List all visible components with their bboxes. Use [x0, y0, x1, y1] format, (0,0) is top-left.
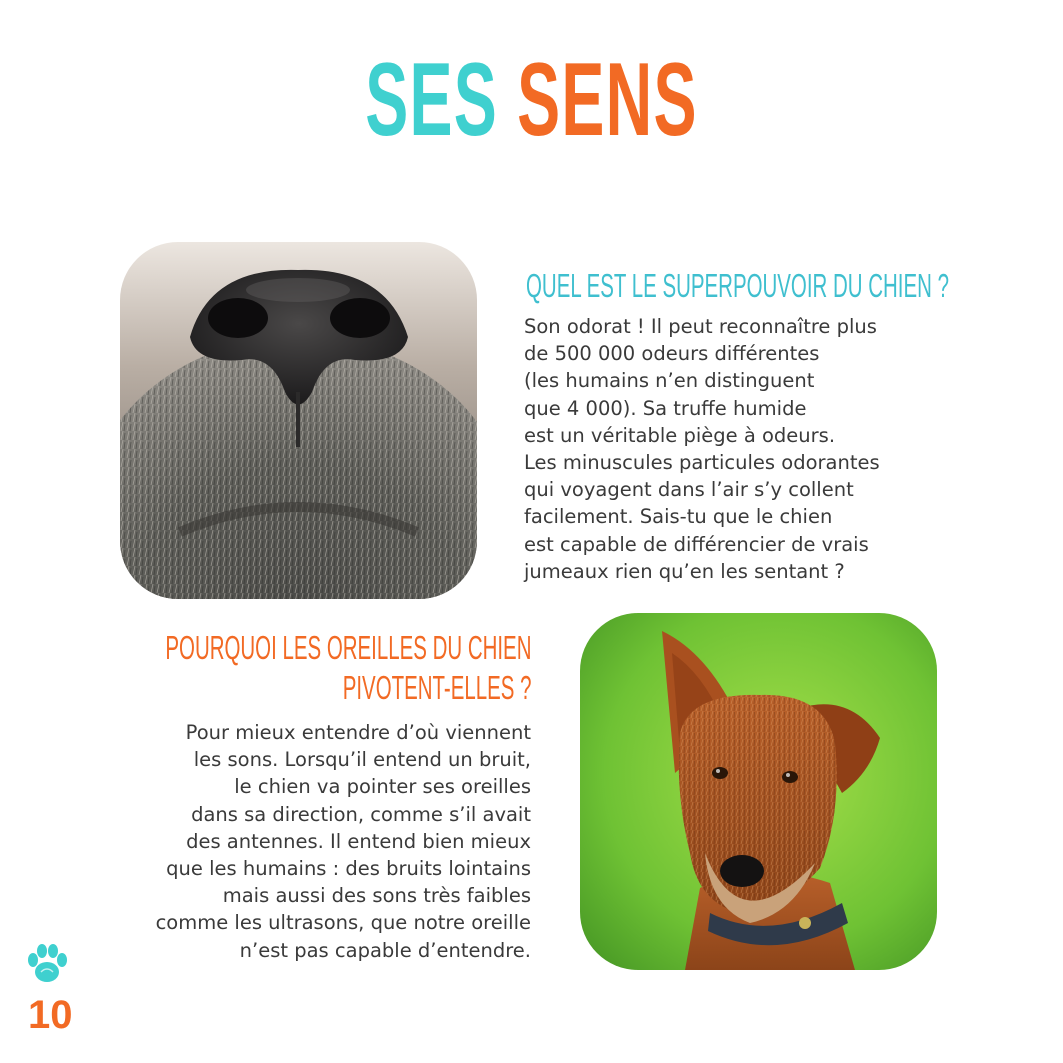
body-line: Pour mieux entendre d’où viennent [185, 721, 531, 744]
body-line: est capable de différencier de vrais [524, 532, 869, 556]
body-line: facilement. Sais-tu que le chien [524, 505, 833, 529]
page-number: 10 [28, 993, 73, 1037]
section-heading-superpower: QUEL EST LE SUPERPOUVOIR DU CHIEN ? [526, 267, 949, 304]
body-line: (les humains n’en distinguent [524, 369, 815, 393]
page-title [202, 42, 861, 158]
body-line: les sons. Lorsqu’il entend un bruit, [193, 748, 531, 772]
body-line: Les minuscules particules odorantes [524, 451, 880, 475]
title-word-sens: SENS [517, 42, 698, 158]
body-line: Son odorat ! Il peut reconnaître plus [524, 315, 877, 338]
body-line: n’est pas capable d’entendre. [239, 938, 531, 962]
body-line: que les humains : des bruits lointains [166, 857, 531, 881]
section-body-hearing [156, 719, 531, 964]
body-line: est un véritable piège à odeurs. [524, 423, 836, 447]
body-line: de 500 000 odeurs différentes [524, 342, 820, 366]
body-line: mais aussi des sons très faibles [222, 884, 531, 908]
body-line: dans sa direction, comme s’il avait [191, 802, 531, 826]
section-body-smell [524, 313, 880, 585]
heading-line: POURQUOI LES OREILLES DU CHIEN [164, 629, 531, 666]
heading-line: PIVOTENT-ELLES ? [342, 669, 531, 707]
title-word-ses: SES [365, 42, 499, 158]
body-line: des antennes. Il entend bien mieux [186, 829, 531, 853]
section-heading-ears [165, 628, 531, 709]
terrier-dog-photo [580, 613, 937, 970]
body-line: comme les ultrasons, que notre oreille [155, 911, 531, 935]
body-line: le chien va pointer ses oreilles [234, 775, 531, 799]
dog-nose-photo [120, 242, 477, 599]
body-line: qui voyagent dans l’air s’y collent [524, 478, 854, 502]
paw-icon [26, 942, 68, 986]
body-line: que 4 000). Sa truffe humide [524, 396, 807, 420]
body-line: jumeaux rien qu’en les sentant ? [524, 559, 845, 583]
